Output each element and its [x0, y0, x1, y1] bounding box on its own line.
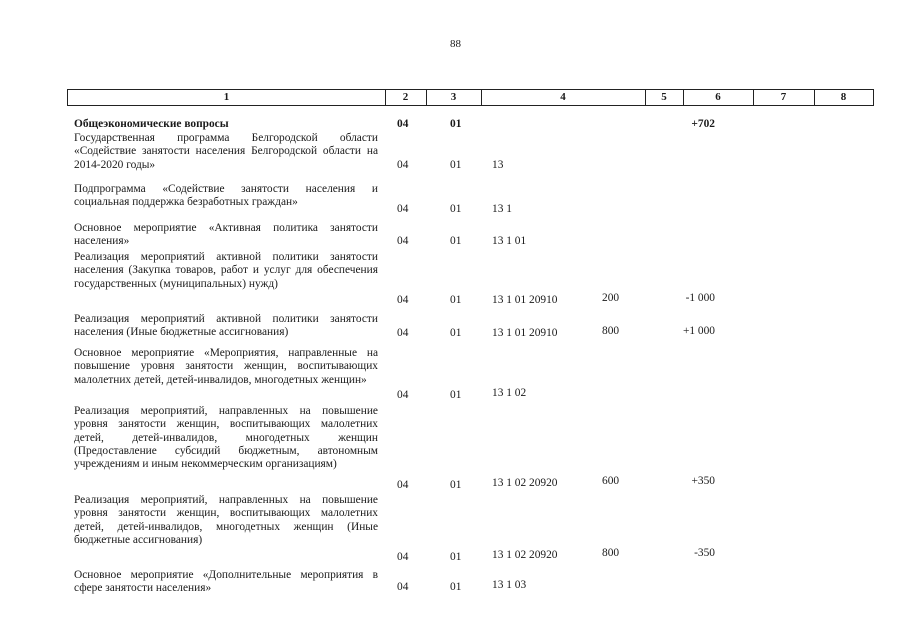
row-subsection-code: 01 [450, 159, 462, 171]
header-col-5: 5 [661, 91, 667, 103]
row-expense-type: 800 [602, 547, 620, 559]
row-description: Государственная программа Белгородской области «Содействие занятости населения Белгородской области на 2014-2020 годы» [74, 132, 378, 171]
row-subsection-code: 01 [450, 479, 462, 491]
table-header [67, 89, 874, 106]
header-col-8: 8 [840, 91, 847, 103]
header-col-3: 3 [450, 91, 457, 103]
row-section-code: 04 [397, 294, 409, 306]
row-description: Основное мероприятие «Активная политика занятости населения» [74, 222, 378, 248]
header-col-4: 4 [560, 91, 566, 103]
row-amount: +1 000 [682, 325, 715, 337]
row-description: Основное мероприятие «Дополнительные мероприятия в сфере занятости населения» [74, 569, 378, 595]
header-col-6: 6 [715, 91, 721, 103]
row-expense-type: 600 [602, 475, 620, 487]
row-subsection-code: 01 [450, 118, 462, 130]
header-col-2: 2 [402, 91, 409, 103]
row-target-code: 13 1 02 20920 [492, 477, 558, 489]
row-description: Общеэкономические вопросы [74, 118, 229, 130]
row-amount: +350 [691, 475, 715, 487]
row-amount: -350 [694, 547, 715, 559]
row-section-code: 04 [397, 551, 409, 563]
row-subsection-code: 01 [450, 203, 462, 215]
row-target-code: 13 1 03 [492, 579, 527, 591]
row-target-code: 13 1 02 [492, 387, 527, 399]
row-subsection-code: 01 [450, 235, 462, 247]
row-section-code: 04 [397, 203, 409, 215]
row-subsection-code: 01 [450, 294, 462, 306]
row-expense-type: 200 [602, 292, 620, 304]
row-section-code: 04 [397, 118, 409, 130]
header-col-1: 1 [223, 91, 230, 103]
row-section-code: 04 [397, 479, 409, 491]
row-target-code: 13 1 01 20910 [492, 327, 558, 339]
row-target-code: 13 [492, 159, 504, 171]
row-amount: -1 000 [685, 292, 715, 304]
row-section-code: 04 [397, 389, 409, 401]
row-description: Реализация мероприятий, направленных на повышение уровня занятости женщин, воспитывающих малолетних детей, детей-инвалидов, многодетных женщин (Предоставление субсидий бюджетным, автономным учреждениям и иным некоммерческим организациям) [74, 405, 378, 471]
row-section-code: 04 [397, 581, 409, 593]
row-section-code: 04 [397, 327, 409, 339]
row-subsection-code: 01 [450, 581, 462, 593]
row-description: Реализация мероприятий активной политики занятости населения (Закупка товаров, работ и услуг для обеспечения государственных (муниципальных) нужд) [74, 251, 378, 290]
row-amount: +702 [691, 118, 715, 130]
row-section-code: 04 [397, 159, 409, 171]
row-description: Реализация мероприятий активной политики занятости населения (Иные бюджетные ассигнования) [74, 313, 378, 339]
page-number: 88 [450, 38, 461, 50]
row-subsection-code: 01 [450, 389, 462, 401]
row-subsection-code: 01 [450, 327, 462, 339]
row-target-code: 13 1 02 20920 [492, 549, 558, 561]
row-expense-type: 800 [602, 325, 620, 337]
row-target-code: 13 1 01 20910 [492, 294, 558, 306]
row-subsection-code: 01 [450, 551, 462, 563]
row-target-code: 13 1 01 [492, 235, 527, 247]
row-target-code: 13 1 [492, 203, 512, 215]
row-description: Подпрограмма «Содействие занятости населения и социальная поддержка безработных граждан» [74, 183, 378, 209]
header-col-7: 7 [780, 91, 787, 103]
row-description: Реализация мероприятий, направленных на повышение уровня занятости женщин, воспитывающих малолетних детей, детей-инвалидов, многодетных женщин (Иные бюджетные ассигнования) [74, 494, 378, 546]
row-description: Основное мероприятие «Мероприятия, направленные на повышение уровня занятости женщин, воспитывающих малолетних детей, детей-инвалидов, многодетных женщин» [74, 347, 378, 386]
row-section-code: 04 [397, 235, 409, 247]
